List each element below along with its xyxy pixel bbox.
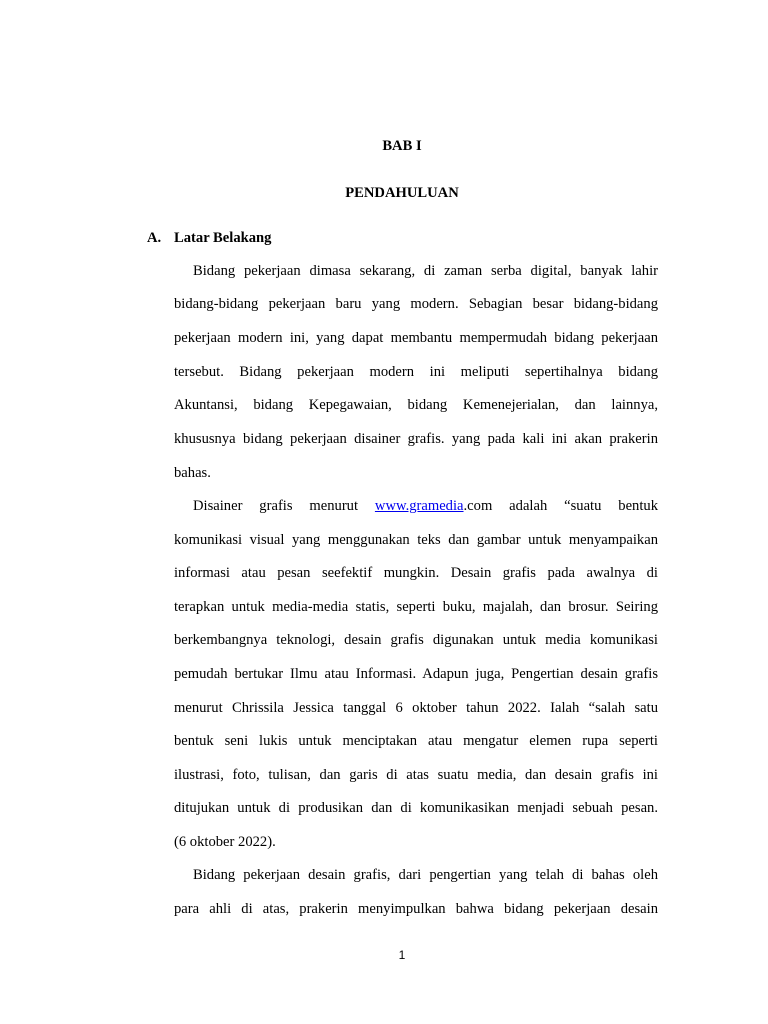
paragraph-2-line-9: ilustrasi, foto, tulisan, dan garis di atas suatu media, dan desain grafis ini: [174, 767, 658, 783]
section-number: A.: [147, 230, 162, 246]
paragraph-2-text-after-link: .com adalah “suatu bentuk: [463, 498, 658, 514]
paragraph-1-line-6: khususnya bidang pekerjaan disainer grafis. yang pada kali ini akan prakerin: [174, 431, 658, 447]
page-number: 1: [398, 948, 406, 962]
paragraph-1-line-3: pekerjaan modern ini, yang dapat membantu mempermudah bidang pekerjaan: [174, 330, 658, 346]
paragraph-2-line-3: informasi atau pesan seefektif mungkin. Desain grafis pada awalnya di: [174, 565, 658, 581]
paragraph-1-line-7: bahas.: [174, 465, 211, 481]
paragraph-3-line-2: para ahli di atas, prakerin menyimpulkan bahwa bidang pekerjaan desain: [174, 901, 658, 917]
paragraph-1-line-2: bidang-bidang pekerjaan baru yang modern. Sebagian besar bidang-bidang: [174, 296, 658, 312]
paragraph-2-line-5: berkembangnya teknologi, desain grafis digunakan untuk media komunikasi: [174, 632, 658, 648]
paragraph-2-line-2: komunikasi visual yang menggunakan teks dan gambar untuk menyampaikan: [174, 532, 658, 548]
paragraph-2-line-10: ditujukan untuk di produsikan dan di komunikasikan menjadi sebuah pesan.: [174, 800, 658, 816]
paragraph-2-line-1: [193, 498, 658, 515]
paragraph-1-line-4: tersebut. Bidang pekerjaan modern ini meliputi sepertihalnya bidang: [174, 364, 658, 380]
paragraph-1-line-1: Bidang pekerjaan dimasa sekarang, di zaman serba digital, banyak lahir: [193, 263, 658, 279]
section-heading: [147, 230, 271, 247]
section-title: Latar Belakang: [174, 230, 272, 246]
paragraph-1-line-5: Akuntansi, bidang Kepegawaian, bidang Kemenejerialan, dan lainnya,: [174, 397, 658, 413]
paragraph-2-text-before-link: Disainer grafis menurut: [193, 498, 375, 514]
chapter-title: PENDAHULUAN: [345, 185, 459, 201]
paragraph-2-line-6: pemudah bertukar Ilmu atau Informasi. Adapun juga, Pengertian desain grafis: [174, 666, 658, 682]
gramedia-link[interactable]: www.gramedia: [374, 498, 464, 514]
paragraph-2-line-7: menurut Chrissila Jessica tanggal 6 oktober tahun 2022. Ialah “salah satu: [174, 700, 658, 716]
paragraph-2-line-8: bentuk seni lukis untuk menciptakan atau mengatur elemen rupa seperti: [174, 733, 658, 749]
paragraph-2-line-4: terapkan untuk media-media statis, seperti buku, majalah, dan brosur. Seiring: [174, 599, 658, 615]
paragraph-3-line-1: Bidang pekerjaan desain grafis, dari pengertian yang telah di bahas oleh: [193, 867, 658, 883]
paragraph-2-line-11: (6 oktober 2022).: [174, 834, 276, 850]
chapter-heading: BAB I: [382, 138, 422, 154]
